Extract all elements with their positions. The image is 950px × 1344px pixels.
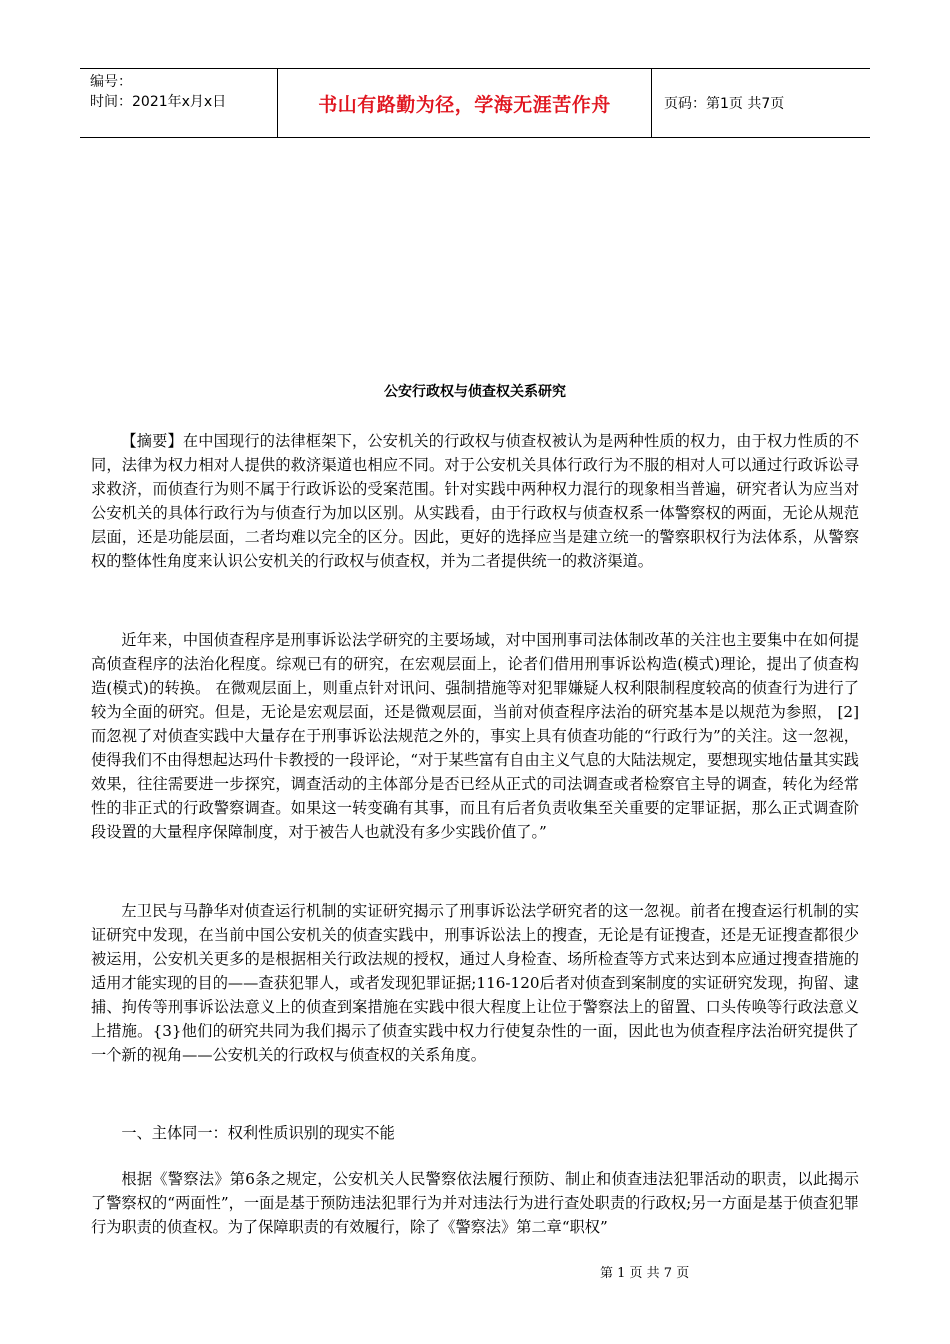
body-paragraph: 左卫民与马静华对侦查运行机制的实证研究揭示了刑事诉讼法学研究者的这一忽视。前者在搜查运行机制的实证研究中发现，在当前中国公安机关的侦查实践中，刑事诉讼法上的搜查，无论是有证搜查，还是无证搜查都很少被运用，公安机关更多的是根据相关行政法规的授权，通过人身检查、场所检查等方式来达到本应通过搜查措施的适用才能实现的目的——查获犯罪人，或者发现犯罪证据;116-120后者对侦查到案制度的实证研究发现，拘留、逮捕、拘传等刑事诉讼法意义上的侦查到案措施在实践中很大程度上让位于警察法上的留置、口头传唤等行政法意义上措施。{3}他们的研究共同为我们揭示了侦查实践中权力行使复杂性的一面，因此也为侦查程序法治研究提供了一个新的视角——公安机关的行政权与侦查权的关系角度。 (91, 902, 859, 1064)
abstract-paragraph: 【摘要】在中国现行的法律框架下，公安机关的行政权与侦查权被认为是两种性质的权力，由于权力性质的不同，法律为权力相对人提供的救济渠道也相应不同。对于公安机关具体行政行为不服的相对人可以通过行政诉讼寻求救济，而侦查行为则不属于行政诉讼的受案范围。针对实践中两种权力混行的现象相当普遍，研究者认为应当对公安机关的具体行政行为与侦查行为加以区别。从实践看，由于行政权与侦查权系一体警察权的两面，无论从规范层面，还是功能层面，二者均难以完全的区分。因此，更好的选择应当是建立统一的警察职权行为法体系，从警察权的整体性角度来认识公安机关的行政权与侦查权，并为二者提供统一的救济渠道。 (91, 432, 859, 570)
body-paragraph: 近年来，中国侦查程序是刑事诉讼法学研究的主要场域，对中国刑事司法体制改革的关注也主要集中在如何提高侦查程序的法治化程度。综观已有的研究，在宏观层面上，论者们借用刑事诉讼构造(模式)理论，提出了侦查构造(模式)的转换。 在微观层面上，则重点针对讯问、强制措施等对犯罪嫌疑人权利限制程度较高的侦查行为进行了较为全面的研究。但是，无论是宏观层面，还是微观层面，当前对侦查程序法治的研究基本是以规范为参照， [2]而忽视了对侦查实践中大量存在于刑事诉讼法规范之外的，事实上具有侦查功能的“行政行为”的关注。这一忽视，使得我们不由得想起达玛什卡教授的一段评论，“对于某些富有自由主义气息的大陆法规定，要想现实地估量其实践效果，往往需要进一步探究，调查活动的主体部分是否已经从正式的司法调查或者检察官主导的调查，转化为经常性的非正式的行政警察调查。如果这一转变确有其事，而且有后者负责收集至关重要的定罪证据，那么正式调查阶段设置的大量程序保障制度，对于被告人也就没有多少实践价值了。” (91, 631, 859, 841)
section-heading: 一、主体同一：权利性质识别的现实不能 (121, 1124, 395, 1142)
document-date-label: 时间：2021年x月x日 (90, 94, 227, 110)
body-paragraph: 根据《警察法》第6条之规定，公安机关人民警察依法履行预防、制止和侦查违法犯罪活动的职责，以此揭示了警察权的“两面性”，一面是基于预防违法犯罪行为并对违法行为进行查处职责的行政权;另一方面是基于侦查犯罪行为职责的侦查权。为了保障职责的有效履行，除了《警察法》第二章“职权” (91, 1170, 859, 1236)
header-table (80, 68, 870, 138)
page-footer: 第 1 页 共 7 页 (600, 1266, 690, 1281)
header-page-info: 页码：第1页 共7页 (664, 96, 785, 112)
header-meta-cell (80, 69, 278, 137)
document-number-label: 编号： (90, 74, 132, 90)
document-title: 公安行政权与侦查权关系研究 (384, 384, 566, 400)
header-motto: 书山有路勤为径，学海无涯苦作舟 (278, 69, 652, 137)
